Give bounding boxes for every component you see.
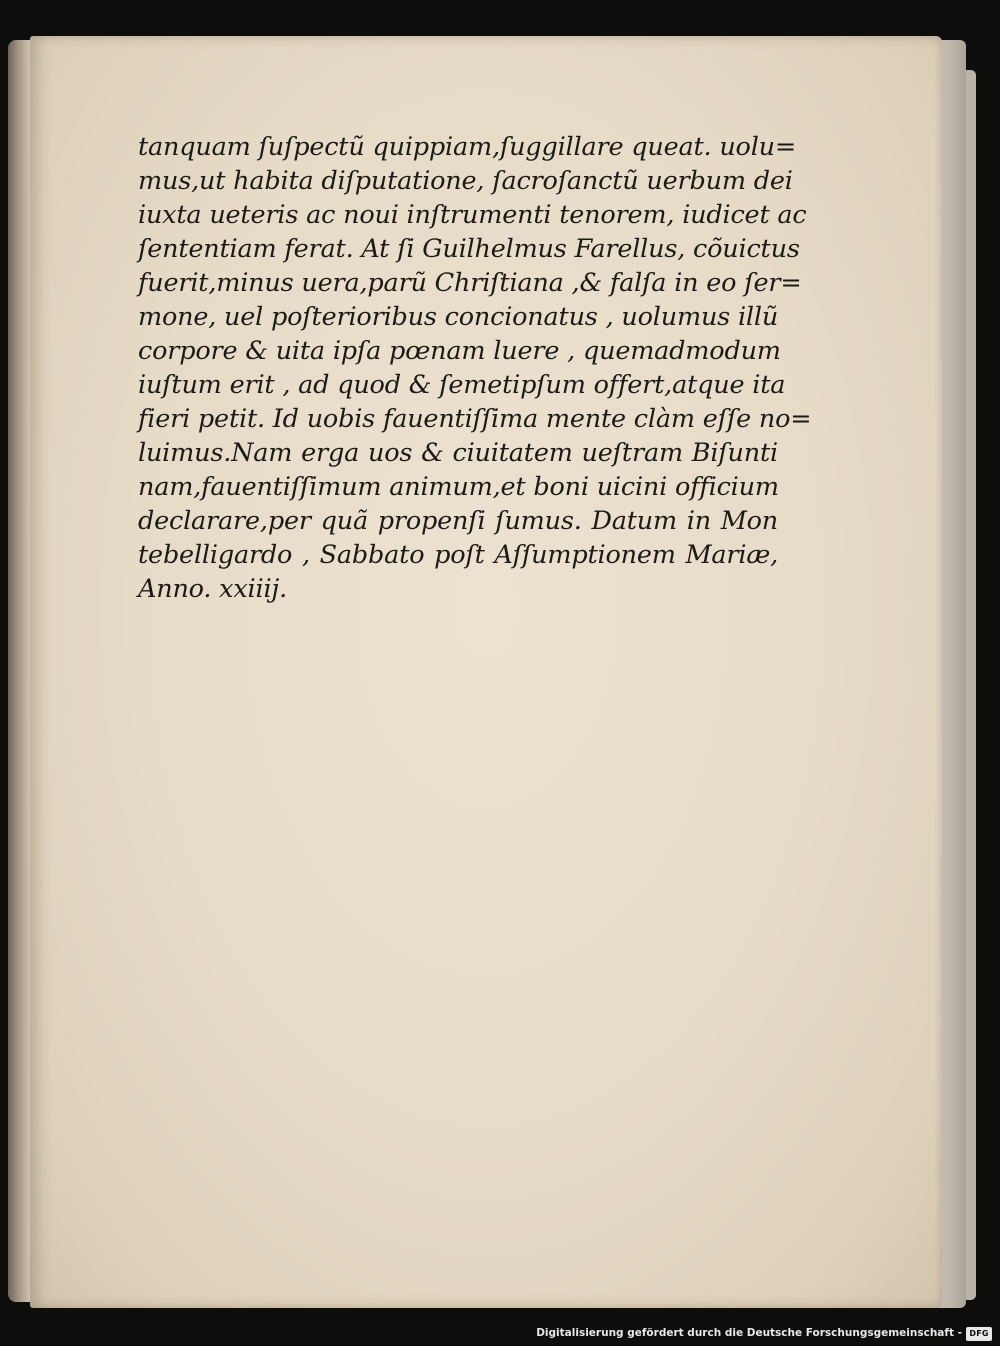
- text-line: mone, uel poſterioribus concionatus , uolumus illũ: [138, 302, 779, 332]
- dfg-logo-text: DFG: [969, 1329, 989, 1338]
- book-page: [30, 36, 942, 1308]
- dfg-logo: [966, 1327, 992, 1341]
- text-line: fuerit,minus uera,parũ Chriſtiana ,& falſa in eo ſer=: [138, 268, 802, 298]
- funding-credit: Digitalisierung gefördert durch die Deutsche Forschungsgemeinschaft -: [536, 1327, 962, 1339]
- text-line: nam,fauentiſſimum animum,et boni uicini officium: [138, 472, 779, 502]
- page-text: [138, 130, 812, 606]
- text-line: declarare,per quã propenſi ſumus. Datum in Mon: [138, 506, 778, 536]
- text-line: tebelligardo , Sabbato poſt Aſſumptionem Mariæ,: [138, 540, 778, 570]
- text-line: iuxta ueteris ac noui inſtrumenti tenorem, iudicet ac: [138, 200, 807, 230]
- text-line: tanquam ſuſpectũ quippiam,ſuggillare queat. uolu=: [138, 132, 797, 162]
- text-line: iuſtum erit , ad quod & ſemetipſum offert,atque ita: [138, 370, 786, 400]
- text-line: ſententiam ferat. At ſi Guilhelmus Farellus, cõuictus: [138, 234, 800, 264]
- text-line: mus,ut habita diſputatione, ſacroſanctũ uerbum dei: [138, 166, 793, 196]
- text-line: corpore & uita ipſa pœnam luere , quemadmodum: [138, 336, 781, 366]
- text-line: luimus.Nam erga uos & ciuitatem ueſtram Biſunti: [138, 438, 778, 468]
- text-line: fieri petit. Id uobis fauentiſſima mente clàm eſſe no=: [138, 404, 812, 434]
- text-line-last: Anno. xxiiij.: [138, 574, 288, 604]
